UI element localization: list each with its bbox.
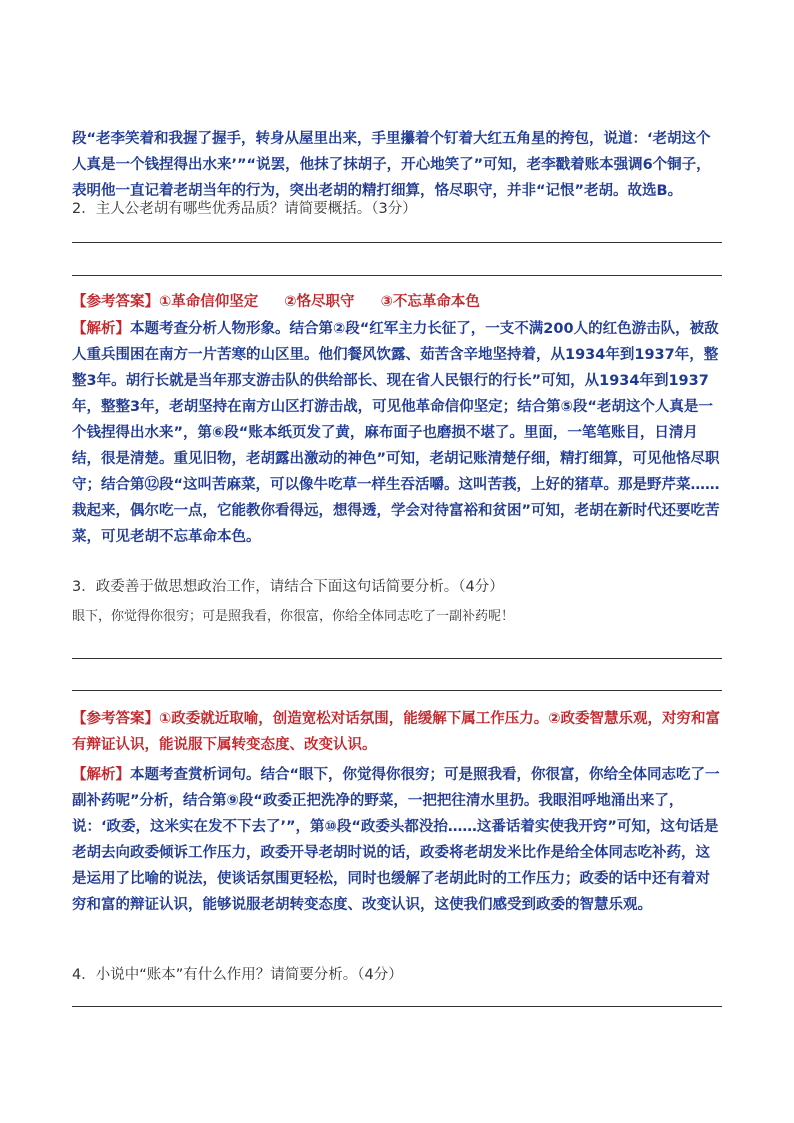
q3-analysis	[72, 762, 724, 918]
question-2: 2．主人公老胡有哪些优秀品质？请简要概括。（3分）	[72, 201, 417, 217]
answer-line	[72, 1006, 722, 1007]
answer-item: ③不忘革命本色	[380, 294, 480, 310]
previous-analysis-text: 段“老李笑着和我握了握手，转身从屋里出来，手里攥着个钉着大红五角星的挎包，说道：‘老胡这个人真是一个钱捏得出水来’”“说罢，他抹了抹胡子，开心地笑了”可知，老李戳着账本强调6个铜子，表明他一直记着老胡当年的行为，突出老胡的精打细算，恪尽职守，并非“记恨”老胡。故选B。	[72, 131, 711, 199]
q3-answer	[72, 706, 724, 758]
analysis-text: 本题考查分析人物形象。结合第②段“红军主力长征了，一支不满200人的红色游击队，被敌人重兵围困在南方一片苦寒的山区里。他们餐风饮露、茹苦含辛地坚持着，从1934年到1937年，整整3年。胡行长就是当年那支游击队的供给部长、现在省人民银行的行长”可知，从1934年到1937年，整整3年，老胡坚持在南方山区打游击战，可见他革命信仰坚定；结合第⑤段“老胡这个人真是一个钱捏得出水来”，第⑥段“账本纸页发了黄，麻布面子也磨损不堪了。里面，一笔笔账目，日清月结，很是清楚。重见旧物，老胡露出激动的神色”可知，老胡记账清楚仔细，精打细算，可见他恪尽职守；结合第⑫段“这叫苦麻菜，可以像牛吃草一样生吞活嚼。这叫苦莪，上好的猪草。那是野芹菜……栽起来，偶尔吃一点，它能教你看得远，想得透，学会对待富裕和贫困”可知，老胡在新时代还要吃苦菜，可见老胡不忘革命本色。	[72, 321, 720, 545]
question-3-quote: 眼下，你觉得你很穷；可是照我看，你很富，你给全体同志吃了一副补药呢！	[72, 609, 515, 624]
answer-item: ①革命信仰坚定	[159, 294, 259, 310]
question-4: 4．小说中“账本”有什么作用？请简要分析。（4分）	[72, 967, 403, 983]
q2-answer	[72, 289, 724, 315]
answer-line	[72, 658, 722, 659]
answer-line	[72, 242, 722, 243]
answer-line	[72, 690, 722, 691]
answer-label: 【参考答案】	[72, 294, 159, 310]
answer-line	[72, 275, 722, 276]
answer-item: ②恪尽职守	[284, 294, 355, 310]
analysis-label: 【解析】	[72, 321, 130, 337]
analysis-text: 本题考查赏析词句。结合“眼下，你觉得你很穷；可是照我看，你很富，你给全体同志吃了一副补药呢”分析，结合第⑨段“政委正把洗净的野菜，一把把往清水里扔。我眼泪呼地涌出来了，说：‘政委，这米实在发不下去了’”，第⑩段“政委头都没抬……这番话着实使我开窍”可知，这句话是老胡去向政委倾诉工作压力，政委开导老胡时说的话，政委将老胡发米比作是给全体同志吃补药，这是运用了比喻的说法，使谈话氛围更轻松，同时也缓解了老胡此时的工作压力；政委的话中还有着对穷和富的辩证认识，能够说服老胡转变态度、改变认识，这使我们感受到政委的智慧乐观。	[72, 767, 720, 913]
answer-text: ①政委就近取喻，创造宽松对话氛围，能缓解下属工作压力。②政委智慧乐观，对穷和富有辩证认识，能说服下属转变态度、改变认识。	[72, 711, 721, 753]
answer-label: 【参考答案】	[72, 711, 159, 727]
question-3: 3．政委善于做思想政治工作，请结合下面这句话简要分析。（4分）	[72, 579, 504, 595]
analysis-label: 【解析】	[72, 767, 130, 783]
q2-analysis	[72, 316, 724, 550]
